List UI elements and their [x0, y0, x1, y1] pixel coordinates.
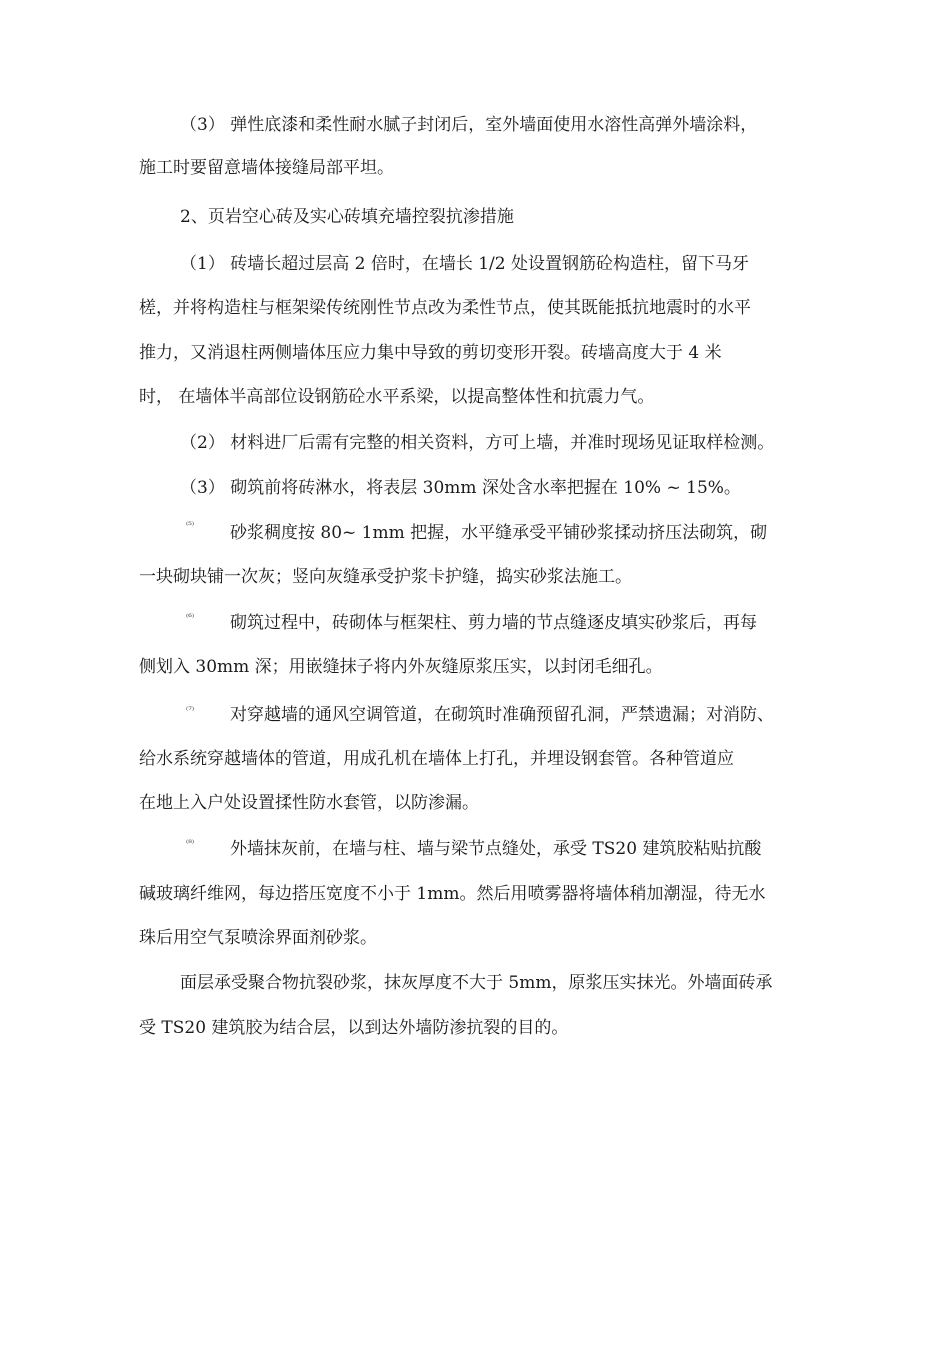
- item1-line2: 槎，并将构造柱与框架梁传统刚性节点改为柔性节点，使其既能抵抗地震时的水平: [139, 298, 751, 318]
- para3-line2: 施工时要留意墙体接缝局部平坦。: [139, 158, 394, 178]
- item2-line1: （2） 材料进厂后需有完整的相关资料，方可上墙，并准时现场见证取样检测。: [180, 433, 775, 453]
- item5-line1: 砂浆稠度按 80~ 1mm 把握，水平缝承受平铺砂浆揉动挤压法砌筑，砌: [230, 523, 768, 543]
- item7-line1: 对穿越墙的通风空调管道，在砌筑时准确预留孔洞，严禁遗漏；对消防、: [230, 705, 774, 725]
- item7-line3: 在地上入户处设置揉性防水套管，以防渗漏。: [139, 793, 479, 813]
- item6-marker: ⁽⁶⁾: [186, 613, 195, 623]
- item8-marker: ⁽⁸⁾: [186, 839, 195, 849]
- item8-line3: 珠后用空气泵喷涂界面剂砂浆。: [139, 928, 377, 948]
- item7-line2: 给水系统穿越墙体的管道，用成孔机在墙体上打孔，并埋设钢套管。各种管道应: [139, 749, 734, 769]
- final-para-line1: 面层承受聚合物抗裂砂浆，抹灰厚度不大于 5mm，原浆压实抹光。外墙面砖承: [180, 973, 773, 993]
- item8-line1: 外墙抹灰前，在墙与柱、墙与梁节点缝处，承受 TS20 建筑胶粘贴抗酸: [230, 839, 762, 859]
- item3-line1: （3） 砌筑前将砖淋水，将表层 30mm 深处含水率把握在 10% ~ 15%。: [180, 478, 741, 498]
- item8-line2: 碱玻璃纤维网，每边搭压宽度不小于 1mm。然后用喷雾器将墙体稍加潮湿，待无水: [139, 884, 766, 904]
- item6-line1: 砌筑过程中，砖砌体与框架柱、剪力墙的节点缝逐皮填实砂浆后，再每: [230, 613, 757, 633]
- item1-line3: 推力，又消退柱两侧墙体压应力集中导致的剪切变形开裂。砖墙高度大于 4 米: [139, 343, 722, 363]
- item1-line1: （1） 砖墙长超过层高 2 倍时，在墙长 1/2 处设置钢筋砼构造柱，留下马牙: [180, 254, 750, 274]
- item1-line4: 时， 在墙体半高部位设钢筋砼水平系梁，以提高整体性和抗震力气。: [139, 387, 655, 407]
- item7-marker: ⁽⁷⁾: [186, 706, 195, 716]
- para3-line1: （3） 弹性底漆和柔性耐水腻子封闭后，室外墙面使用水溶性高弹外墙涂料，: [180, 115, 758, 135]
- item5-line2: 一块砌块铺一次灰；竖向灰缝承受护浆卡护缝，捣实砂浆法施工。: [139, 567, 632, 587]
- final-para-line2: 受 TS20 建筑胶为结合层，以到达外墙防渗抗裂的目的。: [139, 1018, 569, 1038]
- item5-marker: ⁽⁵⁾: [186, 521, 195, 531]
- section-heading-2: 2、页岩空心砖及实心砖填充墙控裂抗渗措施: [180, 207, 514, 227]
- item6-line2: 侧划入 30mm 深；用嵌缝抹子将内外灰缝原浆压实，以封闭毛细孔。: [139, 657, 663, 677]
